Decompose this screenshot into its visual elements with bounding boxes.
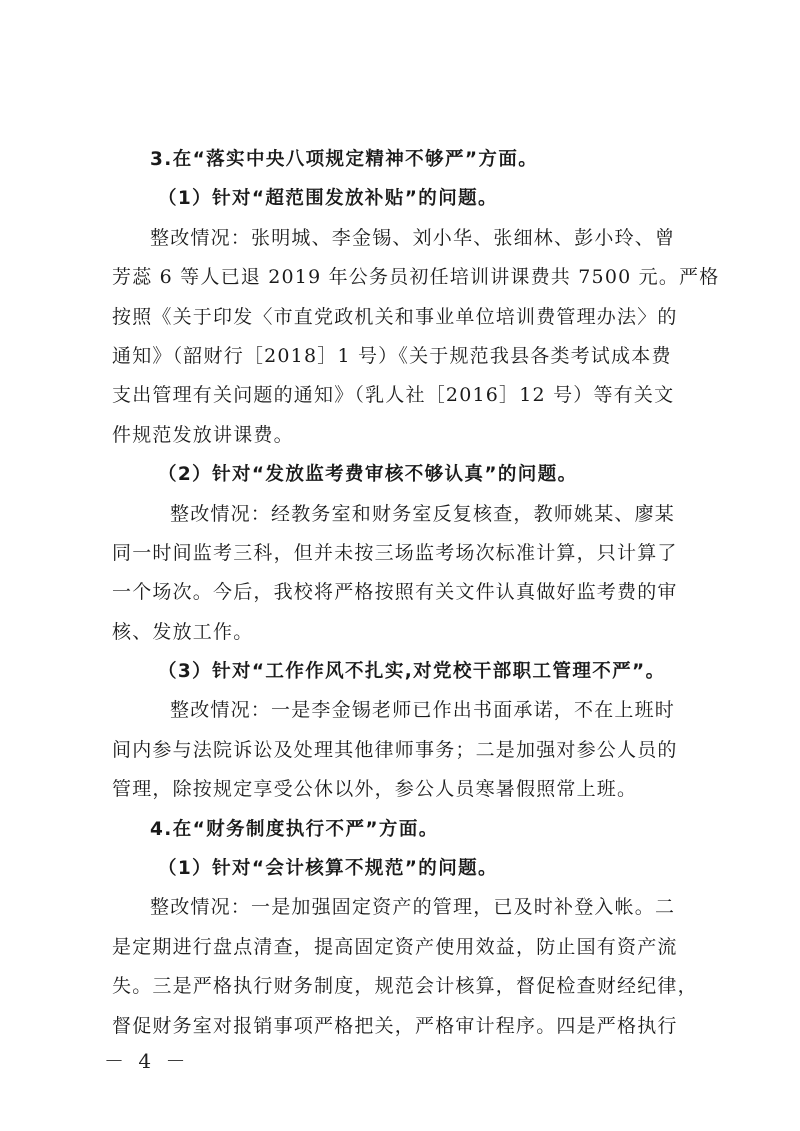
- section-4-heading: 4.在“财务制度执行不严”方面。: [150, 818, 439, 840]
- paragraph-line: 按照《关于印发〈市直党政机关和事业单位培训费管理办法〉的: [112, 305, 678, 328]
- paragraph-line: 支出管理有关问题的通知》（乳人社［2016］12 号）等有关文: [112, 384, 675, 407]
- paragraph-line: 失。三是严格执行财务制度，规范会计核算，督促检查财经纪律，: [112, 975, 698, 998]
- paragraph-line: 整改情况：经教务室和财务室反复核查，教师姚某、廖某: [170, 502, 676, 525]
- paragraph-line: 通知》（韶财行［2018］1 号）《关于规范我县各类考试成本费: [112, 344, 672, 367]
- paragraph-line: 督促财务室对报销事项严格把关，严格审计程序。四是严格执行: [112, 1014, 678, 1037]
- paragraph-line: 芳蕊 6 等人已退 2019 年公务员初任培训讲课费共 7500 元。严格: [112, 266, 720, 289]
- paragraph-line: 管理，除按规定享受公休以外，参公人员寒暑假照常上班。: [112, 778, 638, 801]
- paragraph-line: 核、发放工作。: [112, 620, 254, 643]
- paragraph-line: 整改情况：张明城、李金锡、刘小华、张细林、彭小玲、曾: [150, 226, 676, 249]
- paragraph-line: 同一时间监考三科，但并未按三场监考场次标准计算，只计算了: [112, 541, 678, 564]
- paragraph-line: 间内参与法院诉讼及处理其他律师事务；二是加强对参公人员的: [112, 738, 678, 761]
- section-4-item-1-title: （1）针对“会计核算不规范”的问题。: [158, 858, 498, 880]
- section-3-heading: 3.在“落实中央八项规定精神不够严”方面。: [150, 149, 539, 170]
- page-number: － 4 －: [104, 1049, 190, 1073]
- section-3-item-3-title: （3）针对“工作作风不扎实,对党校干部职工管理不严”。: [158, 661, 666, 683]
- document-body: [112, 140, 720, 1046]
- paragraph-line: 整改情况：一是李金锡老师已作出书面承诺，不在上班时: [170, 699, 676, 722]
- paragraph-line: 件规范发放讲课费。: [112, 423, 294, 446]
- paragraph-line: 一个场次。今后，我校将严格按照有关文件认真做好监考费的审: [112, 581, 678, 604]
- section-3-item-1-title: （1）针对“超范围发放补贴”的问题。: [158, 188, 498, 210]
- paragraph-line: 是定期进行盘点清查，提高固定资产使用效益，防止国有资产流: [112, 935, 678, 958]
- section-3-item-2-title: （2）针对“发放监考费审核不够认真”的问题。: [158, 464, 578, 486]
- paragraph-line: 整改情况：一是加强固定资产的管理，已及时补登入帐。二: [150, 896, 676, 919]
